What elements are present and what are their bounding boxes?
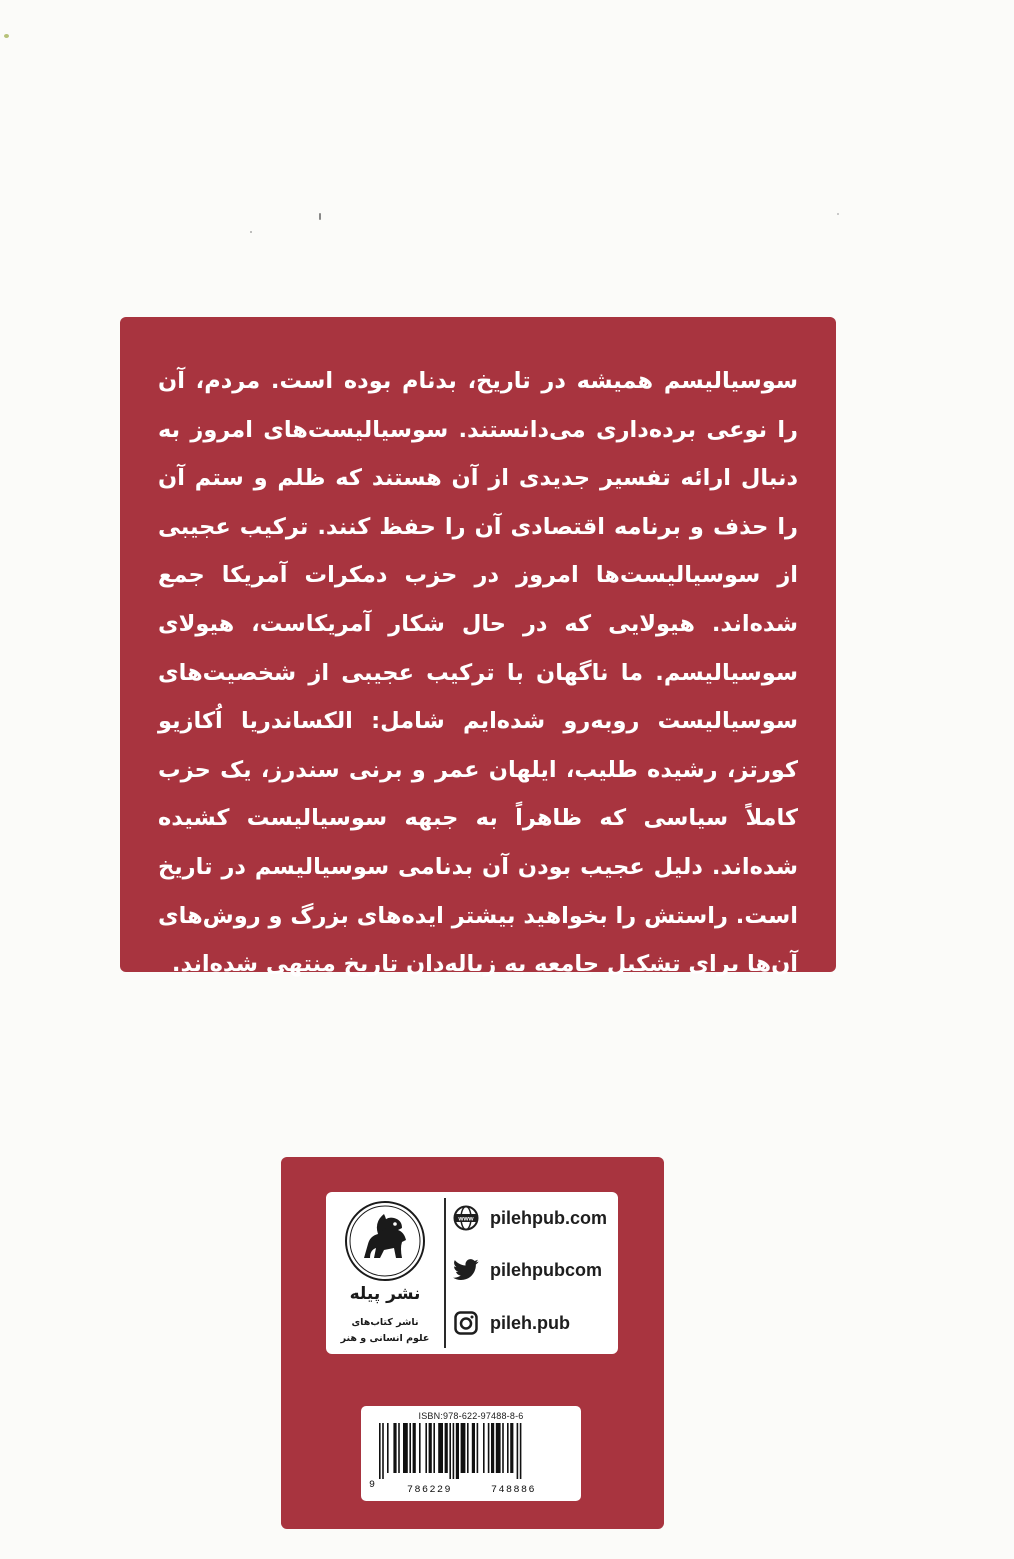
barcode <box>375 1423 567 1483</box>
publisher-tagline: علوم انسانی و هنر <box>340 1333 430 1344</box>
barcode-bar <box>502 1423 504 1473</box>
barcode-bar <box>449 1423 451 1479</box>
twitter-handle: pilehpubcom <box>490 1259 602 1280</box>
speck-mark <box>319 213 321 220</box>
barcode-bar <box>425 1423 427 1473</box>
barcode-bar <box>387 1423 389 1473</box>
contact-instagram[interactable] <box>452 1308 570 1338</box>
contact-twitter[interactable] <box>452 1255 602 1285</box>
barcode-bar <box>467 1423 469 1473</box>
publisher-logo <box>326 1192 444 1354</box>
isbn-barcode-label <box>361 1406 581 1501</box>
twitter-bird-icon <box>452 1256 480 1284</box>
barcode-bar <box>520 1423 522 1479</box>
barcode-bar <box>507 1423 509 1473</box>
instagram-camera-icon <box>452 1309 480 1337</box>
barcode-bar <box>477 1423 479 1473</box>
instagram-handle: pileh.pub <box>490 1312 570 1333</box>
barcode-bar <box>419 1423 421 1473</box>
barcode-bar <box>445 1423 448 1473</box>
barcode-bar <box>382 1423 384 1479</box>
speck-mark <box>4 34 9 38</box>
blurb-panel <box>120 317 836 978</box>
blurb-text: سوسیالیسم همیشه در تاریخ، بدنام بوده است. مردم، آن را نوعی برده‌داری می‌دانستند. سوسیالیست‌های امروز به دنبال ارائه تفسیر جدیدی از آن هستند که ظلم و ستم آن را حذف و برنامه اقتصادی آن را حفظ کنند. ترکیب عجیبی از سوسیالیست‌ها امروز در حزب دمکرات آمریکا جمع شده‌اند. هیولایی که در حال شکار آمریکاست، هیولای سوسیالیسم. ما ناگهان با ترکیب عجیبی از شخصیت‌های سوسیالیست روبه‌رو شده‌ایم شامل: الکساندریا اُکازیو کورتز، رشیده طلیب، ایلهان عمر و برنی سندرز، یک حزب کاملاً سیاسی که ظاهراً به جبهه سوسیالیست کشیده شده‌اند. دلیل عجیب بودن آن بدنامی سوسیالیسم در تاریخ است. راستش را بخواهید بیشتر ایده‌های بزرگ و روش‌های آن‌ها برای تشکیل جامعه به زباله‌دان تاریخ منتهی شده‌اند. <box>158 368 798 978</box>
barcode-bar <box>398 1423 400 1473</box>
barcode-first-digit: 9 <box>369 1480 376 1491</box>
barcode-bar <box>483 1423 485 1473</box>
speck-mark <box>250 231 252 233</box>
barcode-left-digits: 786229 <box>407 1485 453 1496</box>
barcode-bar <box>438 1423 443 1473</box>
barcode-bar <box>461 1423 466 1473</box>
barcode-bar <box>456 1423 459 1479</box>
barcode-bar <box>379 1423 381 1479</box>
barcode-bar <box>433 1423 435 1473</box>
barcode-bar <box>393 1423 396 1473</box>
barcode-bar <box>472 1423 475 1473</box>
barcode-bar <box>510 1423 513 1473</box>
barcode-bar <box>453 1423 455 1479</box>
card-divider <box>444 1198 446 1348</box>
svg-text:www: www <box>458 1215 474 1223</box>
speck-mark <box>837 213 839 215</box>
publisher-tagline: ناشر کتاب‌های <box>351 1317 419 1328</box>
barcode-bar <box>429 1423 432 1473</box>
publisher-panel <box>281 1157 664 1529</box>
contact-website[interactable] <box>452 1203 607 1233</box>
publisher-name: نشر پیله <box>349 1284 421 1304</box>
barcode-bar <box>488 1423 490 1473</box>
barcode-right-digits: 748886 <box>491 1485 537 1496</box>
barcode-bar <box>409 1423 411 1473</box>
website-label: pilehpub.com <box>490 1207 607 1228</box>
barcode-bar <box>496 1423 501 1473</box>
barcode-bar <box>517 1423 519 1479</box>
isbn-number: ISBN:978-622-97488-8-6 <box>418 1411 524 1421</box>
barcode-bar <box>491 1423 494 1473</box>
winged-lion-emblem-icon <box>344 1200 426 1282</box>
globe-www-icon <box>452 1204 480 1232</box>
publisher-card <box>326 1192 618 1354</box>
barcode-bar <box>413 1423 416 1473</box>
barcode-bar <box>403 1423 408 1473</box>
